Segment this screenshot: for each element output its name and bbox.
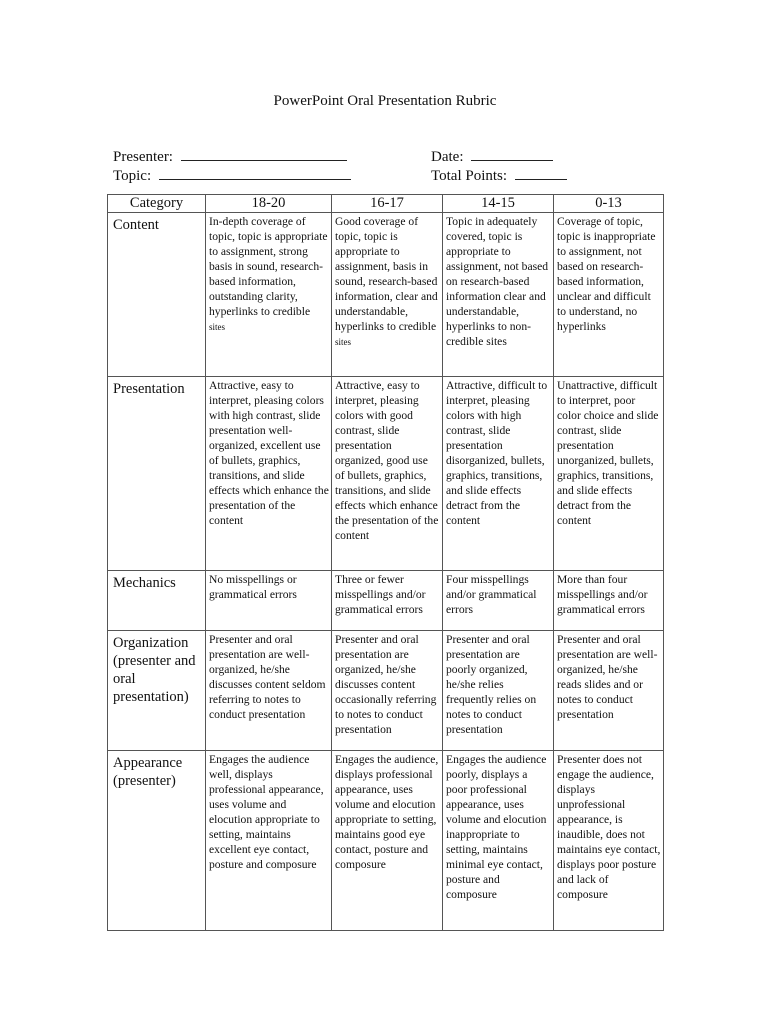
document-title: PowerPoint Oral Presentation Rubric [273,93,497,109]
date-label: Date: [431,149,464,165]
column-header-18-20: 18-20 [206,195,332,213]
category-presentation: Presentation [108,377,206,571]
category-appearance: Appearance (presenter) [108,751,206,931]
column-header-category: Category [108,195,206,213]
criteria-cell: Three or fewer misspellings and/or grammatical errors [332,571,443,631]
criteria-cell: Four misspellings and/or grammatical errors [443,571,554,631]
table-row [108,213,664,377]
criteria-cell: Coverage of topic, topic is inappropriate to assignment, not based on research-based information, unclear and difficult to understand, no hyperlinks [554,213,664,377]
criteria-cell: Attractive, easy to interpret, pleasing colors with high contrast, slide presentation well-organized, excellent use of bullets, graphics, transitions, and slide effects which enhance the presentation of the content [206,377,332,571]
criteria-cell: Engages the audience well, displays professional appearance, uses volume and elocution appropriate to setting, maintains excellent eye contact, posture and composure [206,751,332,931]
criteria-cell: Presenter and oral presentation are well-organized, he/she discusses content seldom referring to notes to conduct presentation [206,631,332,751]
topic-field [113,166,351,185]
total-points-blank-line[interactable] [515,166,567,180]
criteria-cell: Engages the audience poorly, displays a poor professional appearance, uses volume and elocution inappropriate to setting, maintains minimal eye contact, posture and composure [443,751,554,931]
criteria-cell [206,213,332,377]
category-content: Content [108,213,206,377]
category-mechanics: Mechanics [108,571,206,631]
header-row [108,195,664,213]
topic-blank-line[interactable] [159,166,351,180]
criteria-cell: Engages the audience, displays professional appearance, uses volume and elocution appropriate to setting, maintains good eye contact, posture and composure [332,751,443,931]
category-organization: Organization (presenter and oral presentation) [108,631,206,751]
rubric-table [107,194,664,931]
presenter-field [113,147,347,166]
table-row [108,571,664,631]
criteria-cell [332,213,443,377]
topic-label: Topic: [113,168,152,184]
column-header-14-15: 14-15 [443,195,554,213]
criteria-cell: Attractive, easy to interpret, pleasing colors with good contrast, slide presentation organized, good use of bullets, graphics, transitions, and slide effects which enhance the presentation of the content [332,377,443,571]
criteria-cell: Unattractive, difficult to interpret, poor color choice and slide contrast, slide presentation unorganized, bullets, graphics, transitions, and slide effects detract from the content [554,377,664,571]
criteria-text: Good coverage of topic, topic is appropriate to assignment, basis in sound, research-based information, clear and understandable, hyperlinks to credible [335,215,438,333]
criteria-cell: Presenter and oral presentation are well-organized, he/she reads slides and or notes to conduct presentation [554,631,664,751]
criteria-cell: No misspellings or grammatical errors [206,571,332,631]
criteria-cell: Attractive, difficult to interpret, pleasing colors with high contrast, slide presentation disorganized, bullets, graphics, transitions, and slide effects detract from the content [443,377,554,571]
date-blank-line[interactable] [471,147,553,161]
criteria-cell: More than four misspellings and/or grammatical errors [554,571,664,631]
table-row [108,751,664,931]
column-header-0-13: 0-13 [554,195,664,213]
presenter-label: Presenter: [113,149,173,165]
total-points-label: Total Points: [431,168,508,184]
criteria-cell: Presenter does not engage the audience, displays unprofessional appearance, is inaudible, does not maintains eye contact, displays poor posture and lack of composure [554,751,664,931]
total-points-field [431,166,567,185]
criteria-cell: Presenter and oral presentation are organized, he/she discusses content occasionally referring to notes to conduct presentation [332,631,443,751]
column-header-16-17: 16-17 [332,195,443,213]
criteria-text-suffix: sites [209,322,226,332]
date-field [431,147,553,166]
table-row [108,631,664,751]
criteria-text: In-depth coverage of topic, topic is appropriate to assignment, strong basis in sound, research-based information, outstanding clarity, hyperlinks to credible [209,215,328,318]
criteria-cell: Presenter and oral presentation are poorly organized, he/she relies frequently relies on notes to conduct presentation [443,631,554,751]
criteria-text-suffix: sites [335,337,352,347]
presenter-blank-line[interactable] [181,147,347,161]
table-row [108,377,664,571]
criteria-cell: Topic in adequately covered, topic is appropriate to assignment, not based on research-based information clear and understandable, hyperlinks to non-credible sites [443,213,554,377]
